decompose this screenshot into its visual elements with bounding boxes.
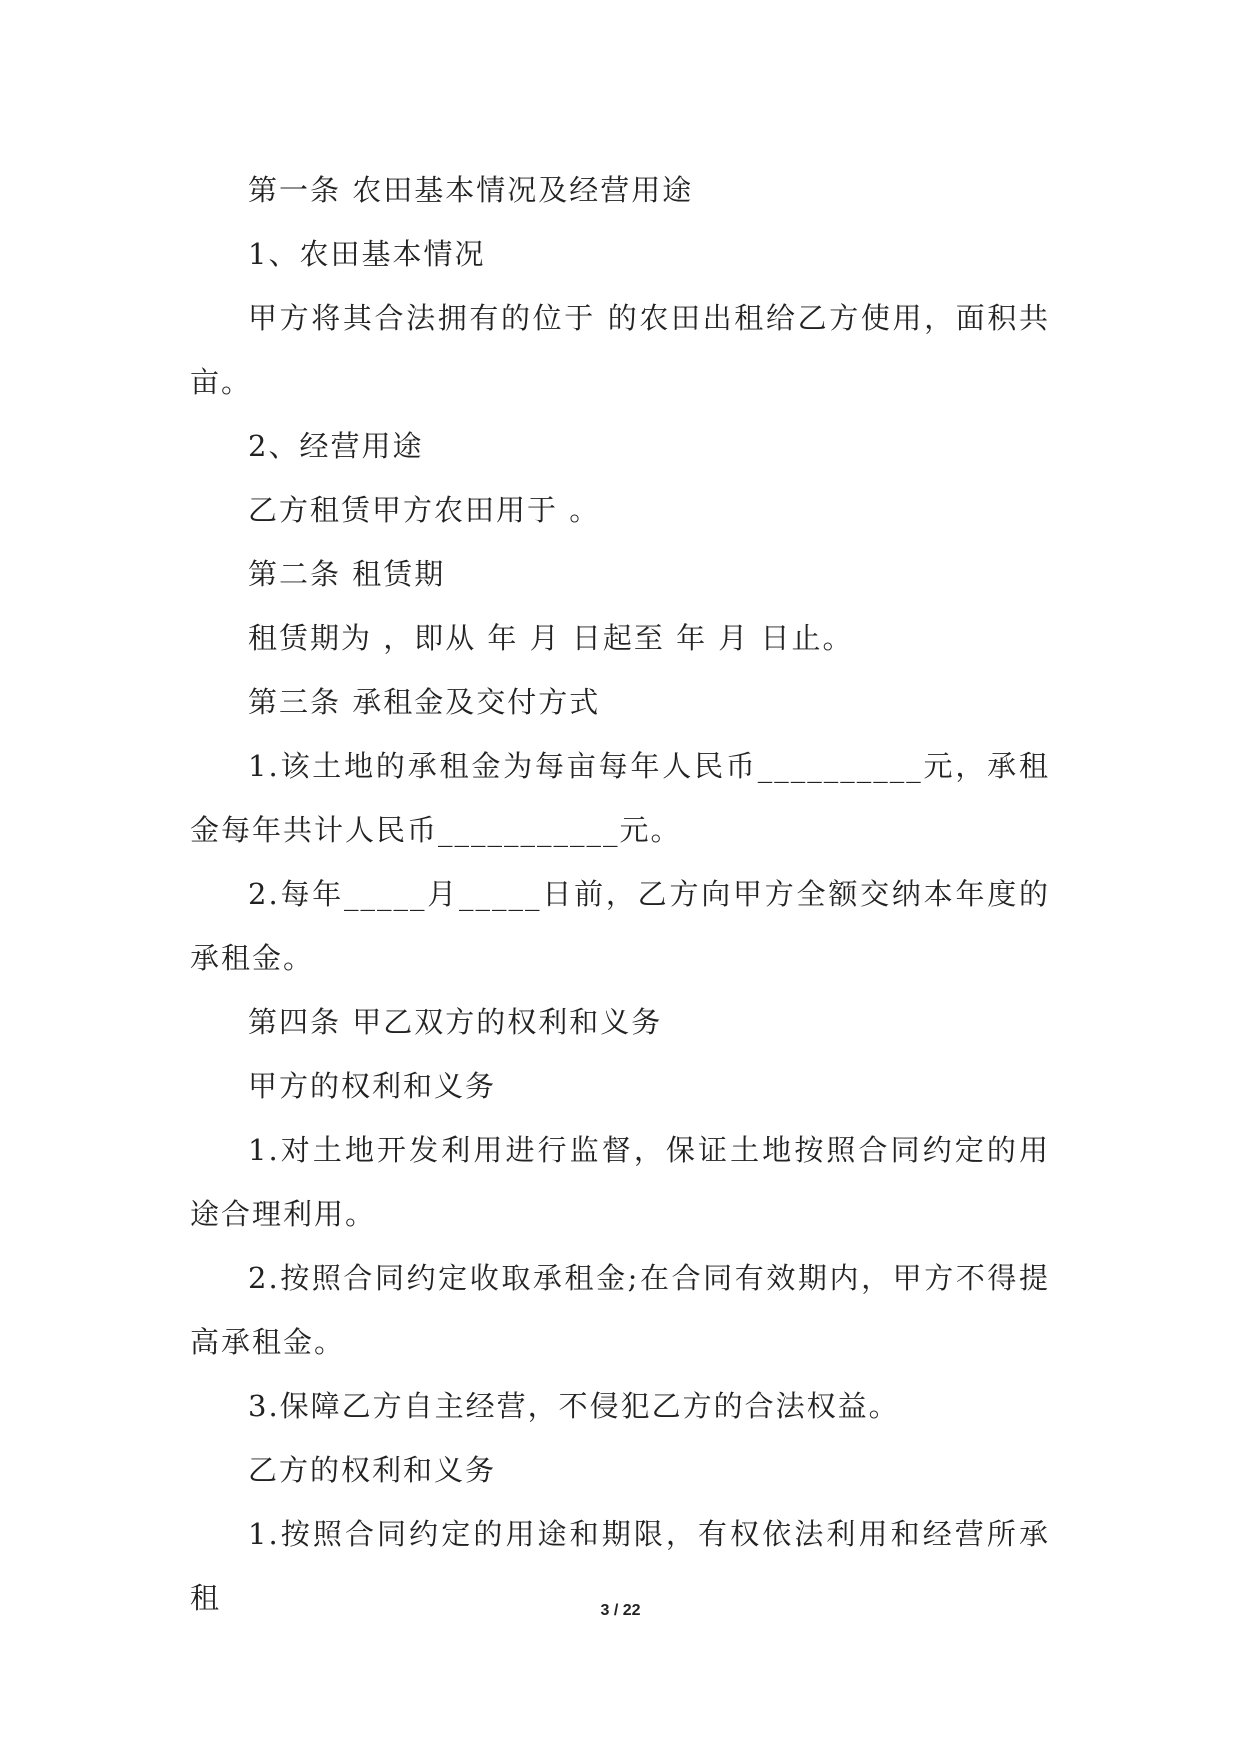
article-4-heading: 第四条 甲乙双方的权利和义务 bbox=[248, 1005, 663, 1039]
section-heading: 2、经营用途 bbox=[248, 429, 424, 463]
paragraph: 甲方将其合法拥有的位于 的农田出租给乙方使用，面积共 亩。 bbox=[190, 301, 1062, 399]
paragraph: 乙方租赁甲方农田用于 。 bbox=[248, 493, 601, 527]
paragraph: 租赁期为 ，即从 年 月 日起至 年 月 日止。 bbox=[248, 621, 854, 655]
document-body bbox=[190, 158, 1062, 1630]
paragraph: 1.该土地的承租金为每亩每年人民币__________元，承租金每年共计人民币___________元。 bbox=[190, 749, 1050, 847]
article-2-heading: 第二条 租赁期 bbox=[248, 557, 446, 591]
paragraph: 1.对土地开发利用进行监督，保证土地按照合同约定的用途合理利用。 bbox=[190, 1133, 1050, 1231]
page-number: 3 / 22 bbox=[600, 1602, 641, 1619]
paragraph: 2.每年_____月_____日前，乙方向甲方全额交纳本年度的承租金。 bbox=[190, 877, 1050, 975]
paragraph: 1.按照合同约定的用途和期限，有权依法利用和经营所承租 bbox=[190, 1517, 1050, 1615]
paragraph: 2.按照合同约定收取承租金;在合同有效期内，甲方不得提高承租金。 bbox=[190, 1261, 1050, 1359]
section-heading: 1、农田基本情况 bbox=[248, 237, 486, 271]
subsection-heading: 乙方的权利和义务 bbox=[248, 1453, 497, 1487]
subsection-heading: 甲方的权利和义务 bbox=[248, 1069, 497, 1103]
paragraph: 3.保障乙方自主经营，不侵犯乙方的合法权益。 bbox=[248, 1389, 900, 1423]
article-3-heading: 第三条 承租金及交付方式 bbox=[248, 685, 601, 719]
article-1-heading: 第一条 农田基本情况及经营用途 bbox=[248, 173, 694, 207]
